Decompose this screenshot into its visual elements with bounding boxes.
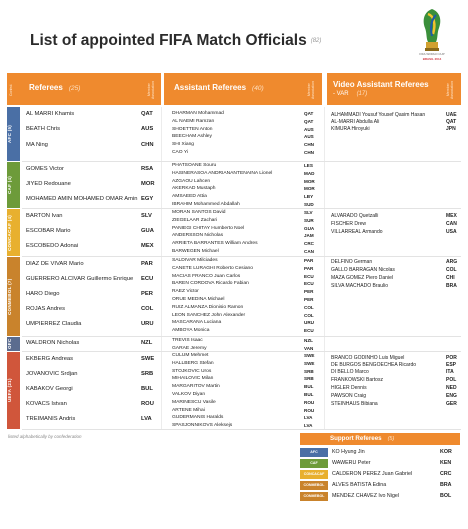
member-assoc-header-3: Member Association	[446, 81, 454, 99]
assistant-country: BUL	[304, 384, 314, 390]
referee-country: ROU	[141, 401, 154, 407]
assistant-country: JAM	[304, 233, 314, 239]
assistant-name: MARINESCU Vasile	[172, 399, 216, 405]
var-name: DI BELLO Marco	[331, 369, 369, 375]
conf-band-uefa: UEFA (21)	[7, 352, 20, 429]
support-referee-row	[300, 492, 460, 501]
assistant-name: MACIAS FRANCO Juan Carlos	[172, 273, 241, 279]
referees-header-label: Referees (25)	[29, 83, 81, 92]
referee-name: BEATH Chris	[26, 126, 61, 132]
referee-name: KOVACS Istvan	[26, 401, 67, 407]
referee-country: RSA	[141, 166, 154, 172]
section-divider	[22, 336, 461, 337]
referee-country: SRB	[141, 371, 154, 377]
member-assoc-header-2: Member Association	[307, 81, 315, 99]
assistant-name: VALKOV Diyan	[172, 392, 206, 397]
assistant-country: NZL	[304, 338, 313, 343]
assistant-country: LBY	[304, 194, 314, 200]
assistant-name: ARTENE Mihai	[172, 407, 205, 413]
assistant-name: MIHAILOVIC Milan	[172, 376, 214, 382]
assistant-country: LVA	[304, 415, 313, 421]
logo-line1: FIFA WORLD CUP	[419, 52, 445, 56]
assistant-country: ROU	[304, 399, 315, 405]
assistant-country: COL	[304, 304, 314, 310]
var-country: ESP	[446, 362, 457, 368]
support-referee-row	[300, 481, 460, 490]
support-referee-country: CRC	[440, 471, 452, 477]
assistant-name: SHI Xiang	[172, 142, 195, 148]
assistant-country: PER	[304, 297, 314, 302]
section-divider	[22, 256, 461, 257]
var-country: MEX	[446, 213, 457, 219]
assistant-name: MORAN SANTOS David	[172, 210, 226, 215]
assistant-name: PHATSOANE Souru	[172, 163, 217, 168]
conf-header: Confed.	[9, 83, 13, 97]
var-country: BRA	[446, 283, 457, 289]
var-country: JPN	[446, 126, 456, 132]
referee-name: WALDRON Nicholas	[26, 340, 80, 346]
section-divider	[22, 429, 461, 430]
assistant-name: AL NAEMI Ramzan	[172, 118, 215, 124]
assistant-country: ECU	[304, 281, 314, 287]
assistant-country: MOR	[304, 178, 315, 184]
assistant-name: BARWEGEN Michael	[172, 249, 219, 254]
assistant-country: GUA	[304, 225, 315, 231]
assistant-name: TREVIS Isaac	[172, 338, 203, 343]
referee-country: BUL	[141, 386, 153, 392]
assistant-name: GUDERMANIS Haralds	[172, 415, 224, 421]
var-name: KIMURA Hiroyuki	[331, 126, 370, 132]
assistant-name: ZIEGELAAR Zachari	[172, 217, 218, 223]
assistant-name: AKERKAD Mustaph	[172, 186, 216, 192]
assistant-country: QAT	[304, 118, 314, 124]
assistant-name: ANDERSSON Nicholas	[172, 233, 224, 239]
assistant-name: GARAE Jeremy	[172, 345, 207, 351]
var-country: ARG	[446, 259, 458, 265]
assistant-country: LES	[304, 163, 313, 168]
var-country: ITA	[446, 369, 454, 375]
section-divider	[22, 208, 461, 209]
column-divider-2	[324, 107, 325, 429]
title-count: (82)	[310, 37, 322, 44]
var-name: ALVARADO Quetzalli	[331, 213, 379, 219]
referee-name: JIYED Redouane	[26, 181, 71, 187]
var-name: STEINHAUS Bibiana	[331, 401, 378, 407]
var-country: GER	[446, 401, 457, 407]
support-conf-tag: CAF	[300, 459, 328, 468]
referee-country: PER	[141, 291, 153, 297]
var-name: HIGLER Dennis	[331, 385, 367, 391]
conf-band-ofc: OFC	[7, 337, 20, 351]
referee-country: COL	[141, 306, 154, 312]
referee-country: LVA	[141, 416, 152, 422]
assistant-name: BEECHAM Ashley	[172, 134, 212, 140]
var-name: DELFINO German	[331, 259, 373, 265]
var-name: BRANCO GODINHO Luis Miguel	[331, 355, 405, 361]
assistant-country: ROU	[304, 407, 315, 413]
var-name: PAWSON Craig	[331, 393, 367, 399]
footnote: listed alphabetically by confederation	[8, 434, 82, 439]
var-country: CHI	[446, 275, 455, 281]
var-name: FISCHER Drew	[331, 221, 367, 227]
assistant-name: HALLBERG Stefan	[172, 360, 214, 366]
assistant-country: SRB	[304, 376, 314, 382]
referee-country: CHN	[141, 142, 154, 148]
conf-band-concacaf: CONCACAF (4)	[7, 209, 20, 256]
support-referee-name: WAWERU Peter	[332, 460, 371, 466]
var-name: FRANKOWSKI Bartosz	[331, 377, 383, 383]
var-name: DE BURGOS BENGOECHEA Ricardo	[331, 362, 417, 368]
conf-band-conmebol: CONMEBOL (7)	[7, 257, 20, 336]
assistant-country: SLV	[304, 210, 313, 215]
assistant-country: COL	[304, 312, 314, 318]
assistant-country: SRB	[304, 368, 314, 374]
assistant-country: ECU	[304, 328, 314, 334]
member-assoc-header: Member Association	[147, 81, 155, 99]
column-divider-1	[161, 107, 162, 429]
var-name: VILLARREAL Armando	[331, 229, 383, 235]
support-conf-tag: CONMEBOL	[300, 481, 328, 490]
assistants-header	[164, 73, 322, 105]
assistant-country: SWE	[304, 353, 315, 358]
referee-country: URU	[141, 321, 154, 327]
assistant-name: MARGARITOV Martin	[172, 384, 220, 390]
assistant-name: ORUE MEDINA Michael	[172, 297, 225, 302]
assistant-name: LEON SANCHEZ John Alexander	[172, 312, 246, 318]
assistant-country: QAT	[304, 111, 314, 116]
support-referee-name: CALDERON PEREZ Juan Gabriel	[332, 471, 413, 477]
support-conf-tag: CONMEBOL	[300, 492, 328, 501]
conf-band-afc: AFC (5)	[7, 107, 20, 161]
support-referee-country: BOL	[440, 493, 452, 499]
assistant-name: CAO Yi	[172, 150, 189, 155]
assistant-country: CRC	[304, 241, 314, 247]
referee-country: SWE	[141, 356, 155, 362]
support-referee-row	[300, 448, 460, 457]
var-name: ALHAMMADI Yousuf Yousef Qasim Hasan	[331, 112, 426, 118]
assistant-name: AZGAOU Lahcen	[172, 178, 211, 184]
world-cup-logo	[414, 6, 450, 64]
referee-country: SLV	[141, 213, 152, 219]
conf-band-caf: CAF (4)	[7, 162, 20, 208]
support-conf-tag: AFC	[300, 448, 328, 457]
referee-country: EGY	[141, 196, 154, 202]
assistant-country: SUD	[304, 202, 314, 207]
section-divider	[22, 161, 461, 162]
support-referee-row	[300, 470, 460, 479]
assistant-name: SALDIVAR Milciades	[172, 258, 218, 263]
assistant-name: CULUM Mehmet	[172, 353, 209, 358]
var-country: POR	[446, 355, 457, 361]
logo-line2: BRASIL 2014	[422, 57, 442, 61]
assistant-country: SUR	[304, 217, 314, 223]
assistant-name: SHOETTEN Anton	[172, 126, 213, 132]
var-name: AL-MARRI Abdulla Ali	[331, 119, 380, 125]
referee-name: DIAZ DE VIVAR Mario	[26, 261, 84, 267]
assistant-country: CAN	[304, 249, 314, 254]
referee-name: TREIMANIS Andris	[26, 416, 76, 422]
var-name: MAZA GOMEZ Piero Daniel	[331, 275, 393, 281]
referee-country: AUS	[141, 126, 154, 132]
support-referee-country: KEN	[440, 460, 452, 466]
referee-country: ECU	[141, 276, 154, 282]
referee-name: GOMES Victor	[26, 166, 64, 172]
section-divider	[22, 351, 461, 352]
assistant-name: BAREN CORDOVA Ricardo Fabian	[172, 281, 249, 287]
referee-name: JOVANOVIC Srdjan	[26, 371, 78, 377]
referee-name: MOHAMED AMIN MOHAMED OMAR Amin	[26, 196, 138, 202]
assistant-name: SPASJONNIKOVS Aleksejs	[172, 423, 233, 429]
assistant-country: LVA	[304, 423, 313, 429]
var-country: ENG	[446, 393, 457, 399]
assistant-country: CHN	[304, 142, 314, 148]
assistant-name: HASINERASOA ANDRIANANTENAINA Lionel	[172, 170, 273, 176]
assistant-country: CHN	[304, 150, 314, 155]
var-country: COL	[446, 267, 457, 273]
referee-name: AL MARRI Khamis	[26, 111, 75, 117]
referee-name: BARTON Ivan	[26, 213, 63, 219]
support-referee-row	[300, 459, 460, 468]
var-country: POL	[446, 377, 457, 383]
referees-header	[7, 73, 161, 105]
support-conf-tag: CONCACAF	[300, 470, 328, 479]
var-header	[327, 73, 461, 105]
var-country: UAE	[446, 112, 457, 118]
referee-name: ESCOBEDO Adonai	[26, 243, 79, 249]
support-referee-name: MENDEZ CHAVEZ Ivo Nigel	[332, 493, 400, 499]
assistant-country: SWE	[304, 360, 315, 366]
assistant-name: RUIZ ALMANZA Dionisio Ramon	[172, 304, 244, 310]
referee-country: MEX	[141, 243, 154, 249]
var-header-sub: - VAR (17)	[333, 91, 368, 97]
var-name: GALLO BARRAGAN Nicolas	[331, 267, 395, 273]
assistant-country: VAN	[304, 345, 314, 351]
referee-country: NZL	[141, 340, 153, 346]
referee-name: UMPIERREZ Claudia	[26, 321, 82, 327]
assistant-country: BUL	[304, 392, 314, 397]
assistant-country: ECU	[304, 273, 314, 279]
support-referee-country: KOR	[440, 449, 452, 455]
assistant-country: PAR	[304, 258, 314, 263]
assistant-name: STOJKOVIC Uros	[172, 368, 212, 374]
assistant-name: AMSAEED Attia	[172, 194, 207, 200]
support-referee-name: ALVES BATISTA Edina	[332, 482, 387, 488]
assistant-country: MAD	[304, 170, 315, 176]
trophy-icon	[414, 6, 450, 52]
referee-name: ESCOBAR Mario	[26, 228, 71, 234]
assistant-name: CANETE LURAGHI Roberto Cesiano	[172, 265, 253, 271]
referee-country: PAR	[141, 261, 153, 267]
support-referee-country: BRA	[440, 482, 452, 488]
var-country: QAT	[446, 119, 457, 125]
assistant-country: AUS	[304, 126, 314, 132]
support-referees-header: Support Referees (5)	[300, 433, 460, 445]
referee-country: QAT	[141, 111, 153, 117]
assistant-name: RAEZ Victor	[172, 289, 199, 295]
assistants-header-label: Assistant Referees (40)	[174, 83, 264, 92]
referee-name: GUERRERO ALCIVAR Guillermo Enrique	[26, 276, 134, 282]
referee-name: EKBERG Andreas	[26, 356, 74, 362]
assistant-country: AUS	[304, 134, 314, 140]
assistant-country: PAR	[304, 265, 314, 271]
assistant-country: PER	[304, 289, 314, 295]
assistant-country: MOR	[304, 186, 315, 192]
referee-name: MA Ning	[26, 142, 48, 148]
assistant-name: ARRIETA BARRANTES William Andres	[172, 241, 258, 247]
referee-name: ROJAS Andres	[26, 306, 65, 312]
var-country: USA	[446, 229, 457, 235]
support-referee-name: KO Hyung Jin	[332, 449, 365, 455]
referee-name: KABAKOV Georgi	[26, 386, 73, 392]
referee-country: MOR	[141, 181, 155, 187]
assistant-country: URU	[304, 320, 314, 326]
assistant-name: DHARMAN Mohammad	[172, 111, 224, 116]
referee-name: HARO Diego	[26, 291, 60, 297]
referee-country: GUA	[141, 228, 154, 234]
assistant-name: AMBOYA Monica	[172, 328, 210, 334]
assistant-name: IBRAHIM Mohammed Abdallah	[172, 202, 240, 207]
assistant-name: PANIEGI CHITAY Humberto Noel	[172, 225, 245, 231]
assistant-name: MASCARANA Luciana	[172, 320, 222, 326]
var-header-label: Video Assistant Referees	[333, 80, 429, 89]
page-title: List of appointed FIFA Match Officials (82)	[30, 32, 322, 49]
var-country: NED	[446, 385, 457, 391]
var-country: CAN	[446, 221, 457, 227]
var-name: SILVA MACHADO Braulio	[331, 283, 389, 289]
